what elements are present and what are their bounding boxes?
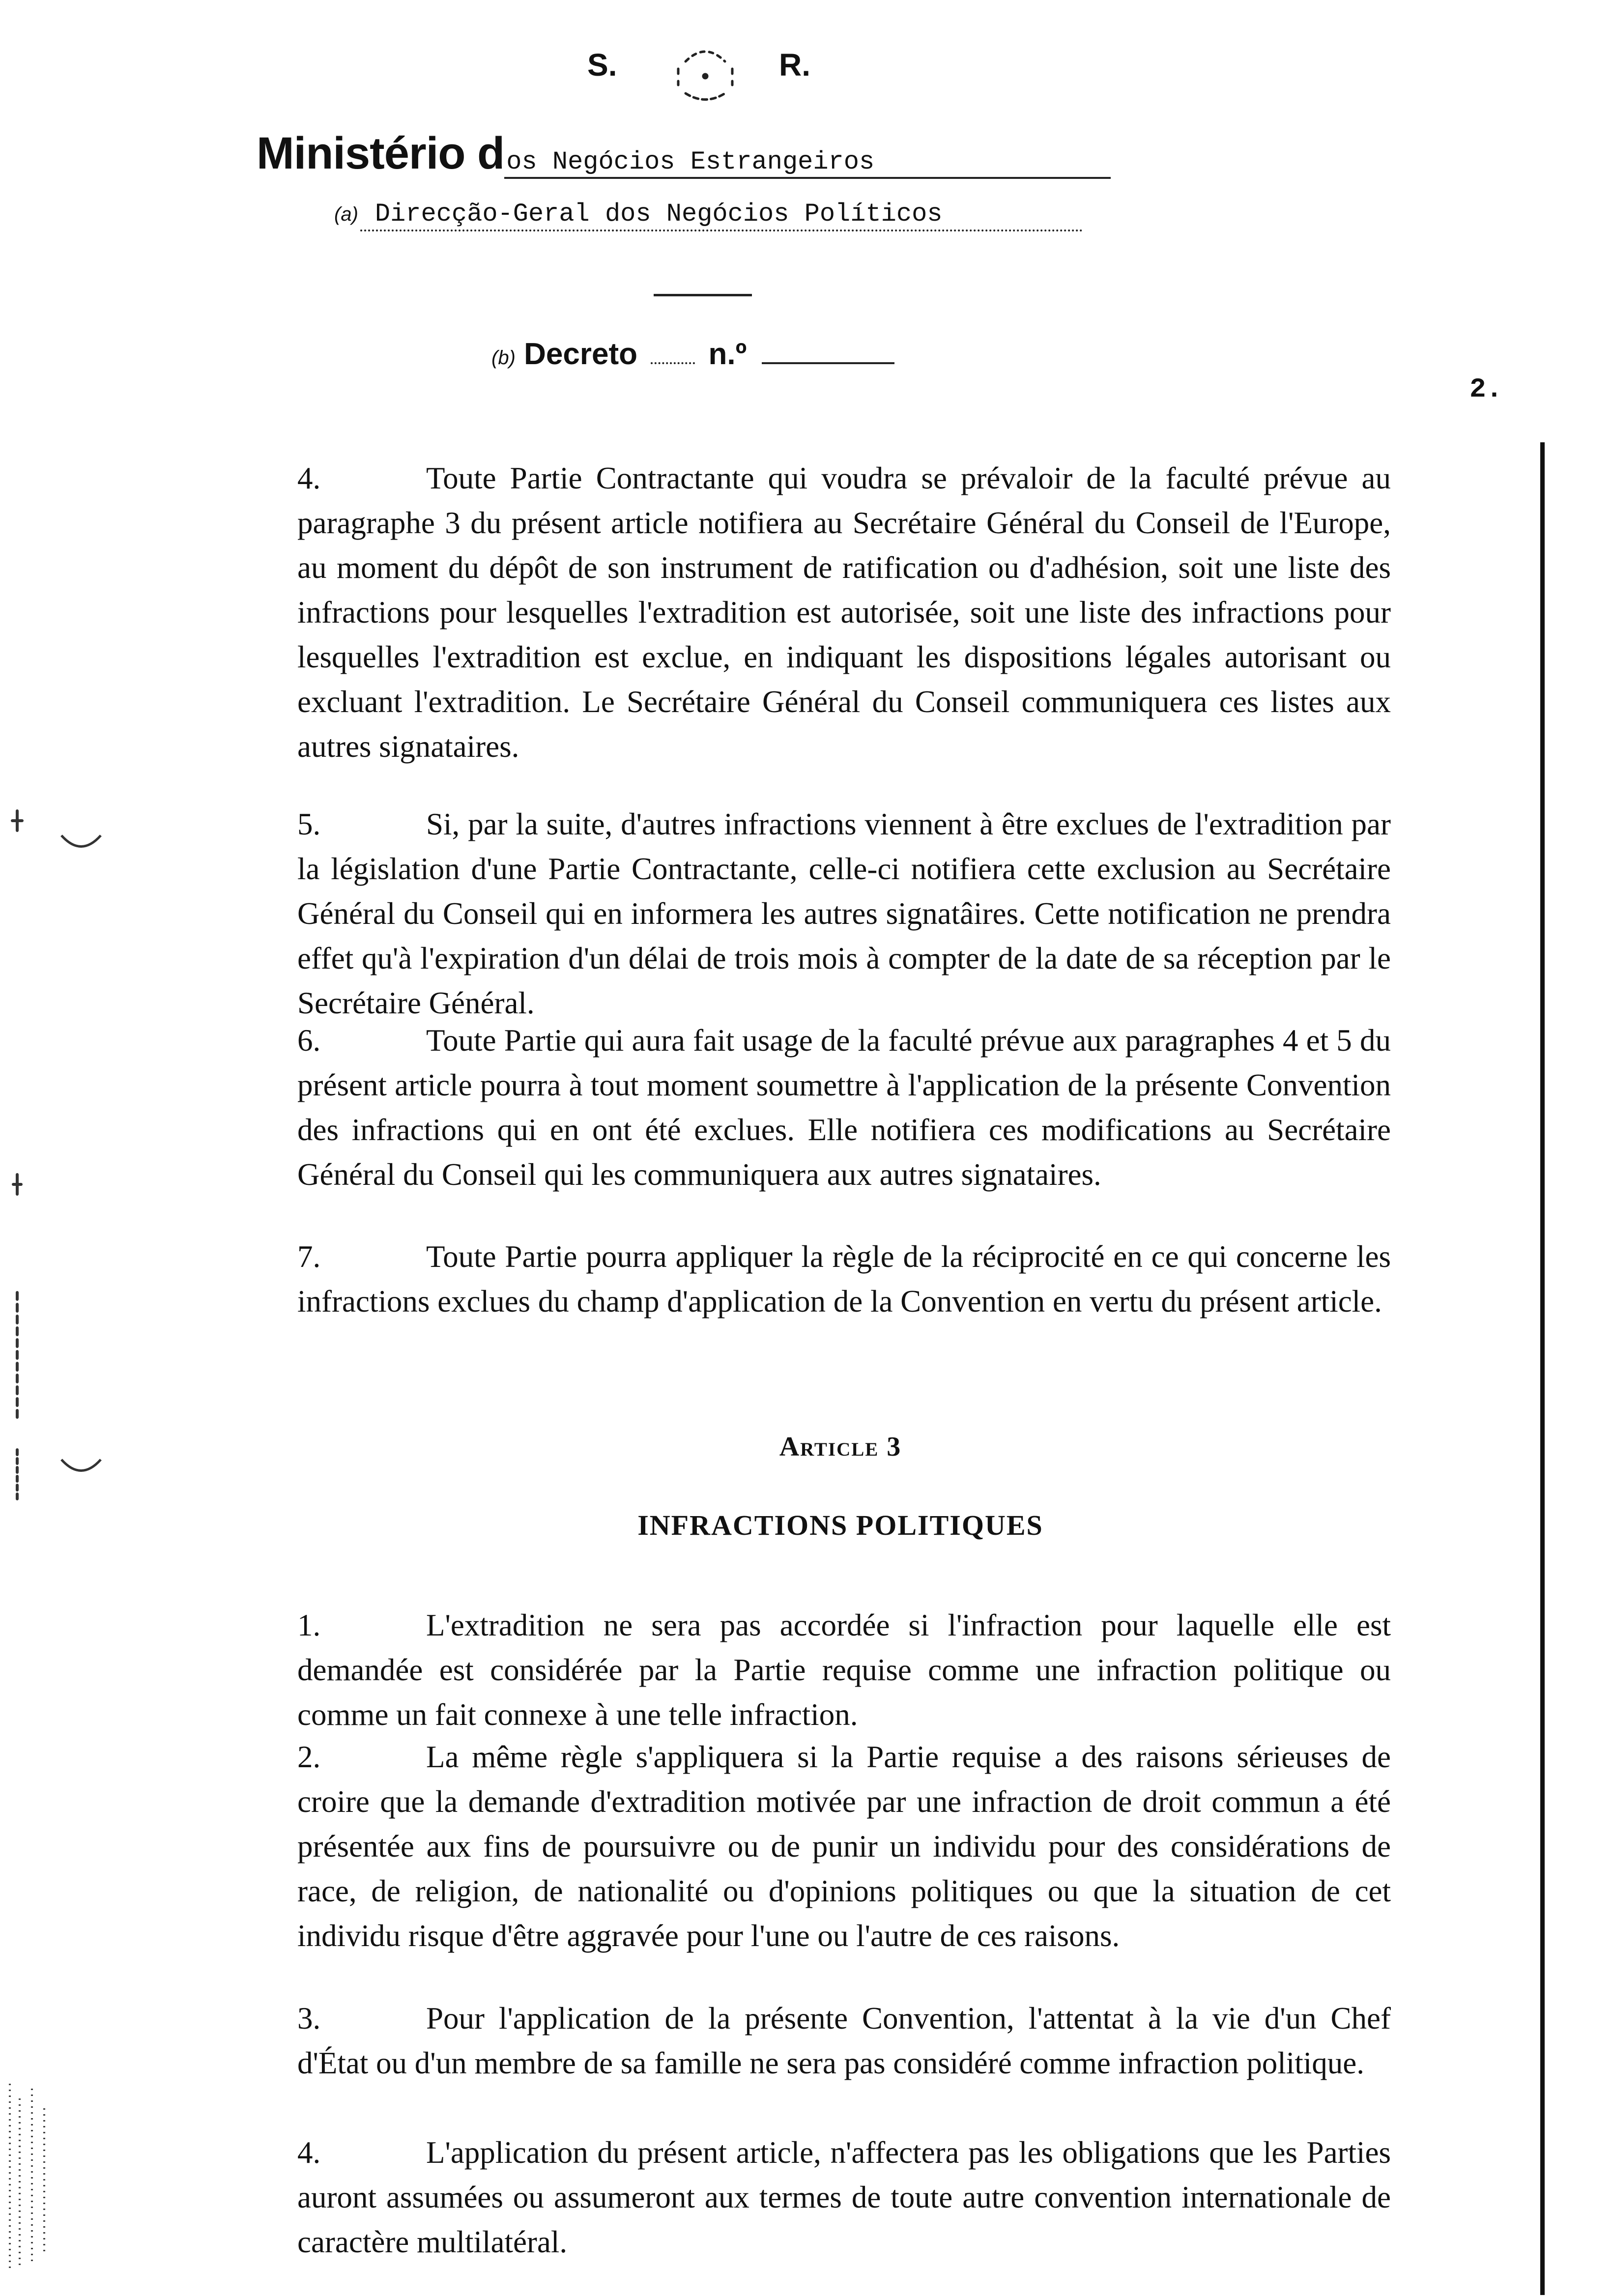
article-heading: Article 3 bbox=[779, 1432, 902, 1462]
paragraph-number: 2. bbox=[297, 1740, 321, 1774]
paragraph-number: 7. bbox=[297, 1239, 321, 1274]
letterhead-monogram bbox=[587, 42, 843, 106]
ministry-value: os Negócios Estrangeiros bbox=[504, 147, 1111, 179]
header-divider bbox=[654, 294, 752, 296]
decreto-blank bbox=[651, 357, 695, 364]
binding-margin-marks bbox=[7, 801, 52, 1686]
decreto-label: Decreto bbox=[524, 337, 637, 371]
article3-paragraph-2 bbox=[297, 1735, 1391, 1958]
margin-curve-mark bbox=[59, 831, 103, 860]
paragraph-number: 5. bbox=[297, 807, 321, 841]
monogram-right: R. bbox=[779, 47, 810, 83]
paragraph-text: L'application du présent article, n'affectera pas les obligations que les Parties auront assumées ou assumeront aux termes de toute autre convention internationale de caractère multilatéral. bbox=[297, 2135, 1391, 2259]
article3-paragraph-3 bbox=[297, 1996, 1391, 2086]
paragraph-5 bbox=[297, 802, 1391, 1026]
page-number: 2. bbox=[1469, 373, 1503, 405]
armillary-emblem-icon bbox=[656, 42, 754, 106]
scan-noise-dots bbox=[5, 2079, 59, 2275]
direccao-line bbox=[334, 199, 1091, 243]
paragraph-7 bbox=[297, 1234, 1391, 1324]
scan-edge-bar bbox=[1540, 442, 1545, 2295]
decreto-line bbox=[491, 337, 963, 381]
ministry-label: Ministério d bbox=[257, 128, 505, 178]
paragraph-text: Toute Partie Contractante qui voudra se prévaloir de la faculté prévue au paragraphe 3 du présent article notifiera au Secrétaire Général du Conseil de l'Europe, au moment du dépôt de son instrument de ratification ou d'adhésion, soit une liste des infractions pour lesquelles l'extradition est autorisée, soit une liste des infractions pour lesquelles l'extradition est exclue, en indiquant les dispositions légales autorisant ou excluant l'extradition. Le Secrétaire Général du Conseil communiquera ces listes aux autres signataires. bbox=[297, 461, 1391, 764]
footnote-ref-a: (a) bbox=[334, 203, 358, 225]
paragraph-number: 3. bbox=[297, 2001, 321, 2036]
paragraph-6 bbox=[297, 1018, 1391, 1197]
paragraph-text: Toute Partie qui aura fait usage de la faculté prévue aux paragraphes 4 et 5 du présent article pourra à tout moment soumettre à l'application de la présente Convention des infractions qui en ont été exclues. Elle notifiera ces modifications au Secrétaire Général du Conseil qui les communiquera aux autres signataires. bbox=[297, 1023, 1391, 1192]
paragraph-number: 4. bbox=[297, 2135, 321, 2170]
paragraph-number: 6. bbox=[297, 1023, 321, 1058]
paragraph-4 bbox=[297, 456, 1391, 769]
paragraph-text: Pour l'application de la présente Convention, l'attentat à la vie d'un Chef d'État ou d'un membre de sa famille ne sera pas considéré comme infraction politique. bbox=[297, 2001, 1391, 2080]
paragraph-number: 4. bbox=[297, 461, 321, 495]
direccao-value: Direcção-Geral dos Negócios Políticos bbox=[360, 199, 1083, 231]
article-title: INFRACTIONS POLITIQUES bbox=[637, 1509, 1043, 1541]
paragraph-text: La même règle s'appliquera si la Partie requise a des raisons sérieuses de croire que la demande d'extradition motivée par une infraction de droit commun a été présentée aux fins de poursuivre ou de punir un individu pour des considérations de race, de religion, de nationalité ou d'opinions politiques ou que la situation de cet individu risque d'être aggravée pour l'une ou l'autre de ces raisons. bbox=[297, 1740, 1391, 1953]
paragraph-number: 1. bbox=[297, 1608, 321, 1642]
monogram-left: S. bbox=[587, 47, 617, 83]
margin-curve-mark bbox=[59, 1455, 103, 1484]
footnote-ref-b: (b) bbox=[491, 347, 516, 369]
paragraph-text: L'extradition ne sera pas accordée si l'infraction pour laquelle elle est demandée est considérée par la Partie requise comme une infraction politique ou comme un fait connexe à une telle infraction. bbox=[297, 1608, 1391, 1732]
ministry-line bbox=[257, 128, 1166, 182]
paragraph-text: Si, par la suite, d'autres infractions viennent à être exclues de l'extradition par la législation d'une Partie Contractante, celle-ci notifiera cette exclusion au Secrétaire Général du Conseil qui en informera les autres signatâires. Cette notification ne prendra effet qu'à l'expiration d'un délai de trois mois à compter de la date de sa réception par le Secrétaire Général. bbox=[297, 807, 1391, 1020]
article3-paragraph-4 bbox=[297, 2130, 1391, 2265]
numero-blank bbox=[762, 357, 894, 364]
numero-label: n.º bbox=[708, 337, 747, 371]
paragraph-text: Toute Partie pourra appliquer la règle de la réciprocité en ce qui concerne les infractions exclues du champ d'application de la Convention en vertu du présent article. bbox=[297, 1239, 1391, 1319]
article3-paragraph-1 bbox=[297, 1603, 1391, 1737]
